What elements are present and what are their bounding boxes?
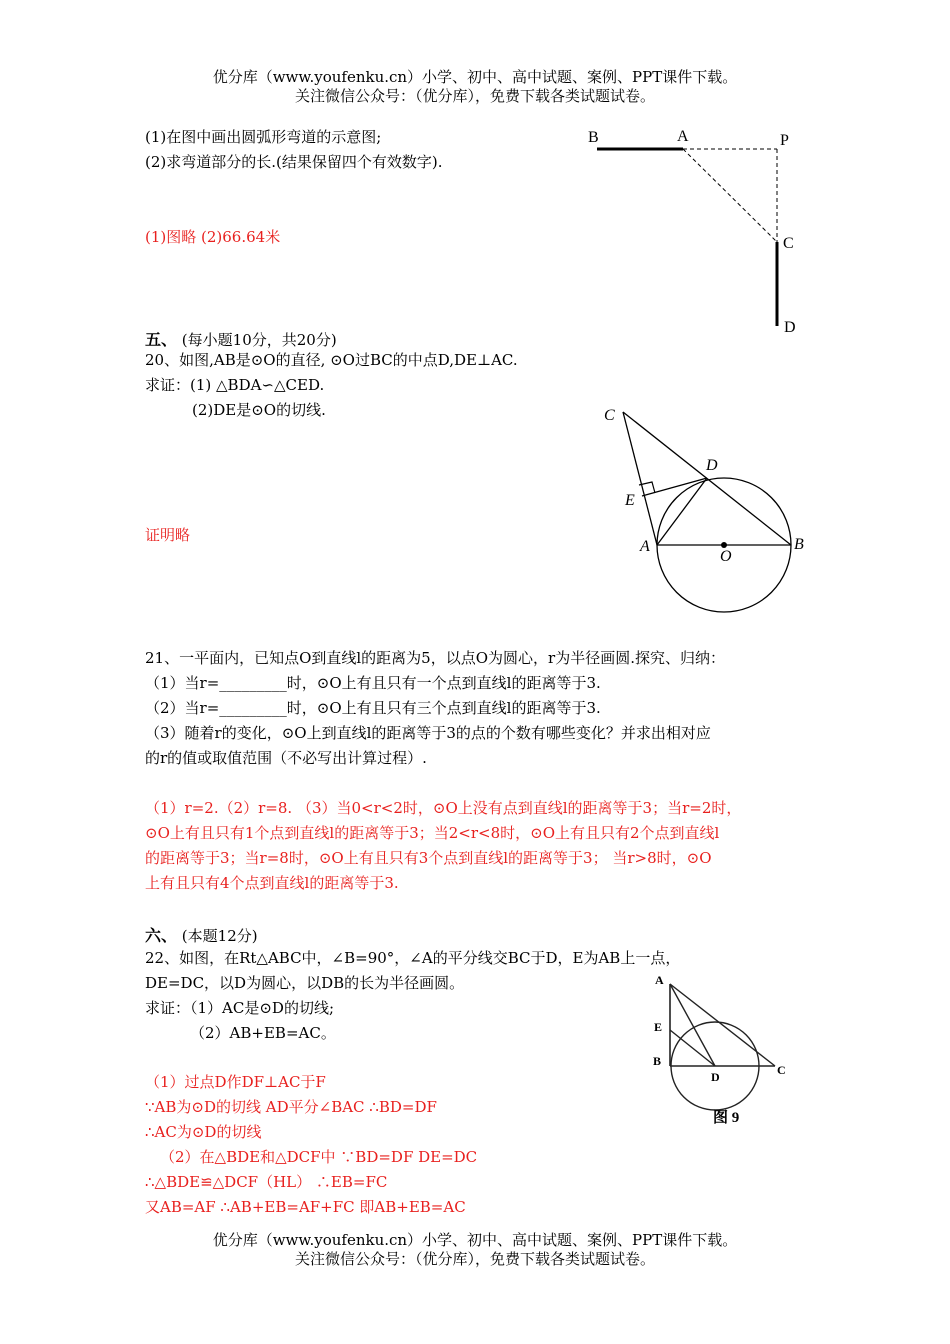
q21-part3a: （3）随着r的变化，⊙O上到直线l的距离等于3的点的个数有哪些变化？并求出相对应 — [145, 724, 711, 742]
label-E: E — [625, 492, 635, 509]
label-D: D — [706, 457, 718, 474]
q21-part2: （2）当r=_________时，⊙O上有且只有三个点到直线l的距离等于3. — [145, 699, 601, 717]
section6-score: (本题12分) — [181, 927, 258, 945]
q21-answer2: ⊙O上有且只有1个点到直线l的距离等于3；当2<r<8时，⊙O上有且只有2个点到直线l — [145, 824, 720, 842]
q22-answer3: ∴AC为⊙D的切线 — [145, 1123, 262, 1141]
q19-answer: (1)图略 (2)66.64米 — [145, 228, 281, 246]
q21-answer3: 的距离等于3；当r=8时，⊙O上有且只有3个点到直线l的距离等于3； 当r>8时，⊙O — [145, 849, 712, 867]
label-B: B — [588, 129, 599, 146]
q21-answer4: 上有且只有4个点到直线l的距离等于3. — [145, 874, 399, 892]
segment-DE — [642, 478, 707, 496]
page-header-line1: 优分库（www.youfenku.cn）小学、初中、高中试题、案例、PPT课件下载。 — [212, 68, 738, 86]
q19-part2: (2)求弯道部分的长.(结果保留四个有效数字). — [145, 153, 443, 171]
q22-answer6: 又AB=AF ∴AB+EB=AF+FC 即AB+EB=AC — [145, 1198, 466, 1216]
q22-prove2: （2）AB+EB=AC。 — [190, 1024, 336, 1042]
section5-title: 五、 — [145, 330, 178, 349]
q22-figure — [645, 970, 805, 1130]
q21-answer1: （1）r=2.（2）r=8. （3）当0<r<2时，⊙O上没有点到直线l的距离等于3；当r=2时， — [145, 799, 742, 817]
q22-answer5: ∴△BDE≌△DCF（HL） ∴EB=FC — [145, 1173, 388, 1191]
q20-answer: 证明略 — [145, 526, 191, 544]
section6-heading — [145, 923, 258, 946]
dashed-AC — [683, 149, 777, 242]
q22-answer2: ∵AB为⊙D的切线 AD平分∠BAC ∴BD=DF — [145, 1098, 437, 1116]
q21-part3b: 的r的值或取值范围（不必写出计算过程）. — [145, 749, 427, 767]
page-footer-line2: 关注微信公众号：（优分库），免费下载各类试题试卷。 — [294, 1250, 655, 1268]
section5-score: (每小题10分，共20分) — [181, 331, 337, 349]
q22-prove1: 求证：（1）AC是⊙D的切线; — [145, 999, 335, 1017]
page-footer-line1: 优分库（www.youfenku.cn）小学、初中、高中试题、案例、PPT课件下载。 — [212, 1231, 738, 1249]
q19-part1: (1)在图中画出圆弧形弯道的示意图; — [145, 128, 382, 146]
q20-prove1: 求证：(1) △BDA∽△CED. — [145, 376, 325, 394]
q20-stem: 20、如图,AB是⊙O的直径, ⊙O过BC的中点D,DE⊥AC. — [145, 351, 518, 369]
label-O: O — [720, 548, 732, 565]
q22-answer1: （1）过点D作DF⊥AC于F — [145, 1073, 326, 1091]
q19-figure — [580, 120, 820, 340]
q20-prove2: (2)DE是⊙O的切线. — [192, 401, 326, 419]
q21-stem: 21、一平面内，已知点O到直线l的距离为5，以点O为圆心，r为半径画圆.探究、归纳： — [145, 649, 725, 667]
q22-stem2: DE=DC，以D为圆心，以DB的长为半径画圆。 — [145, 974, 465, 992]
segment-CA — [623, 412, 657, 545]
label-A: A — [640, 538, 650, 555]
label-B: B — [653, 1054, 662, 1068]
q22-stem1: 22、如图，在Rt△ABC中，∠B=90°，∠A的平分线交BC于D，E为AB上一点， — [145, 949, 681, 967]
segment-AD — [657, 478, 707, 545]
label-E: E — [654, 1020, 663, 1034]
segment-AD — [670, 984, 715, 1066]
page-header-line2: 关注微信公众号：（优分库），免费下载各类试题试卷。 — [294, 87, 655, 105]
figure-caption: 图 9 — [713, 1110, 740, 1126]
label-A: A — [677, 128, 689, 145]
label-D: D — [711, 1070, 720, 1084]
segment-AC — [670, 984, 775, 1066]
section6-title: 六、 — [145, 926, 178, 945]
label-A: A — [655, 973, 664, 987]
label-P: P — [780, 132, 789, 149]
q22-answer4: （2）在△BDE和△DCF中 ∵BD=DF DE=DC — [160, 1148, 478, 1166]
section5-heading — [145, 327, 337, 350]
label-B: B — [794, 536, 804, 553]
label-C: C — [604, 407, 615, 424]
q20-figure — [590, 400, 820, 620]
segment-ED — [670, 1030, 715, 1066]
label-C: C — [777, 1063, 786, 1077]
label-C: C — [783, 235, 794, 252]
q21-part1: （1）当r=_________时，⊙O上有且只有一个点到直线l的距离等于3. — [145, 674, 601, 692]
label-D: D — [784, 319, 796, 336]
